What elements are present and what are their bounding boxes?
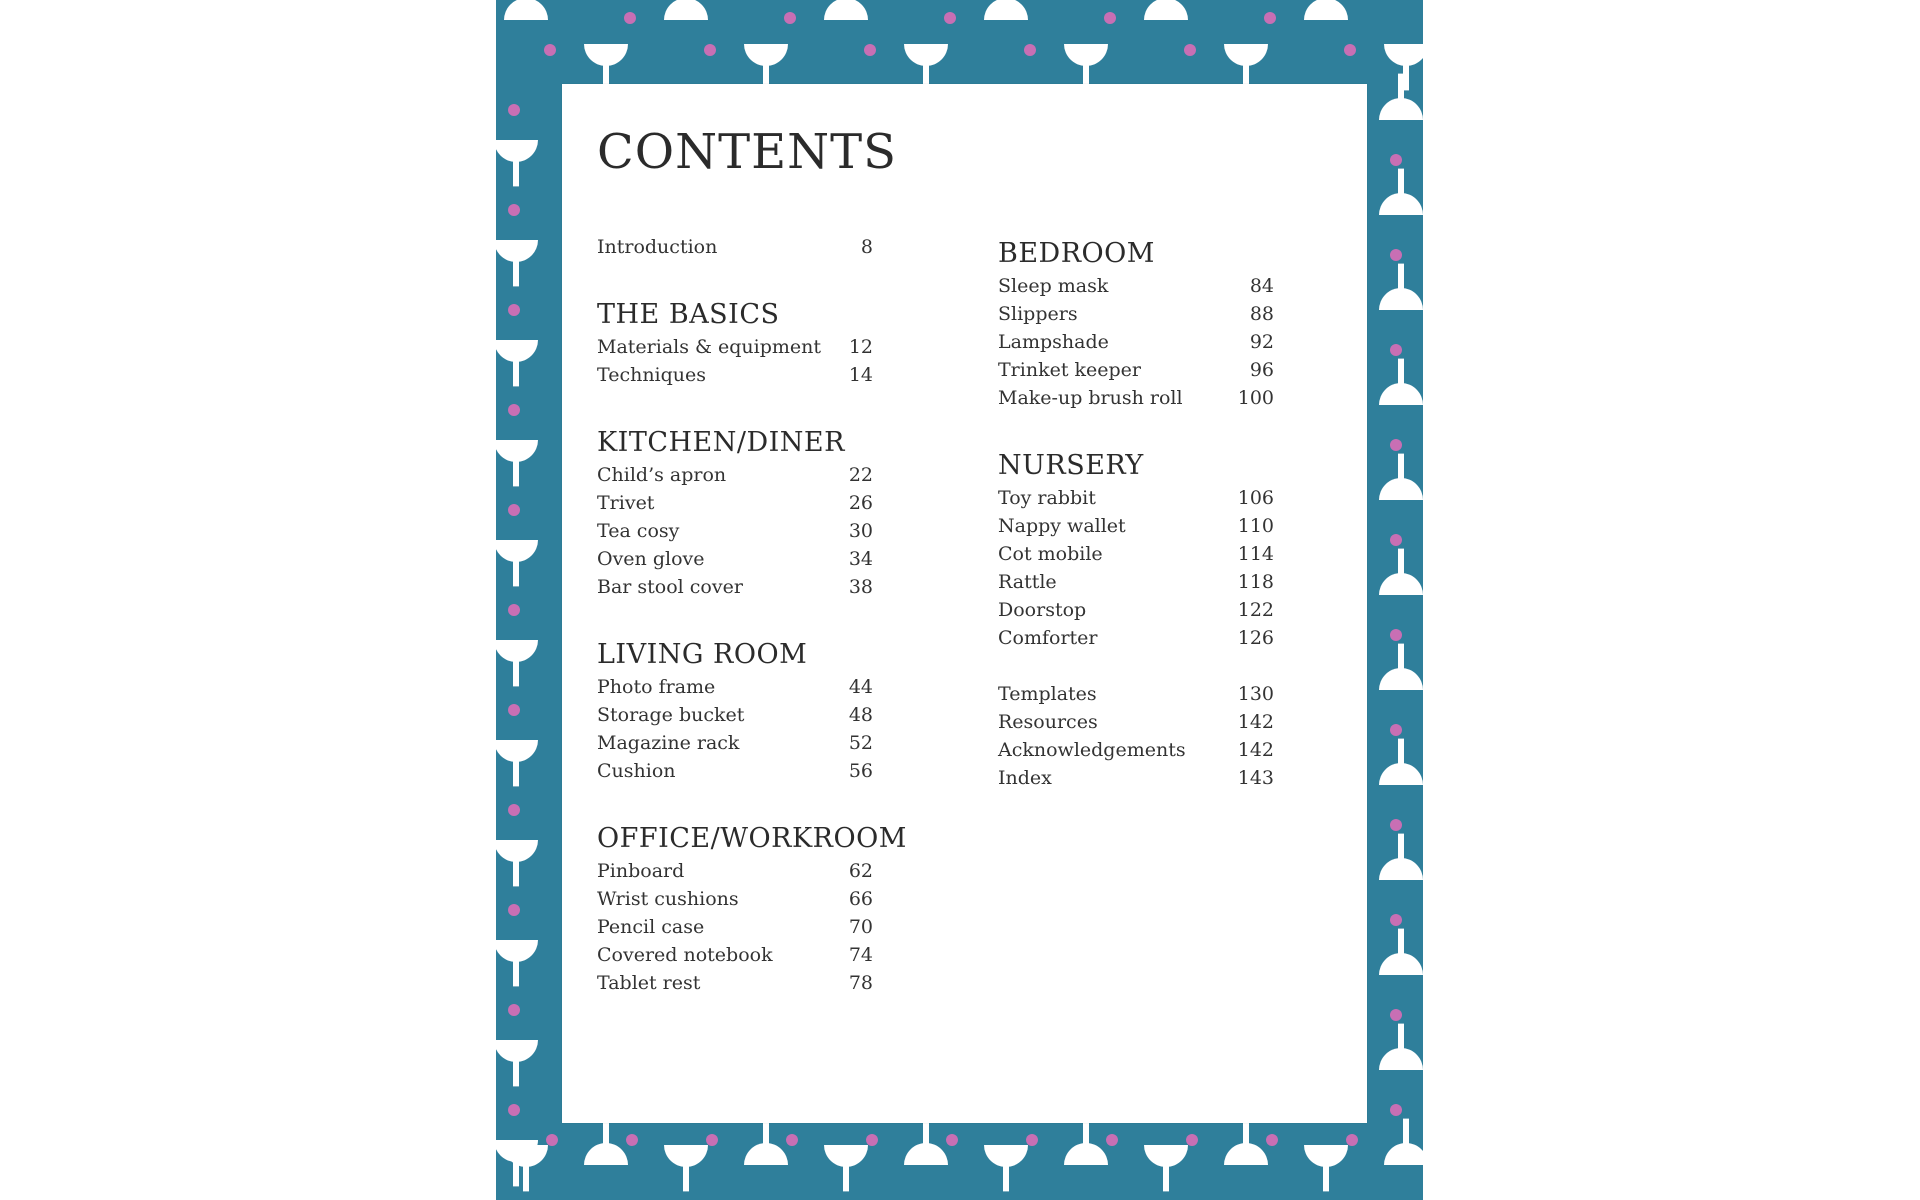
pink-dot bbox=[508, 1004, 520, 1016]
toc-entry[interactable] bbox=[998, 596, 1274, 624]
cup-motif bbox=[1379, 739, 1423, 785]
toc-entry-label: Trinket keeper bbox=[998, 359, 1141, 381]
toc-entry-page: 22 bbox=[848, 464, 873, 486]
toc-entry-introduction[interactable] bbox=[597, 233, 873, 261]
cup-motif bbox=[1384, 1119, 1423, 1165]
toc-entry-label: Make-up brush roll bbox=[998, 387, 1183, 409]
toc-entry-label: Resources bbox=[998, 711, 1098, 733]
section-living-room bbox=[597, 639, 873, 785]
cup-motif bbox=[496, 540, 538, 586]
section-heading: OFFICE/WORKROOM bbox=[597, 823, 907, 854]
toc-entry-label: Tablet rest bbox=[597, 972, 701, 994]
toc-entry-page: 96 bbox=[1249, 359, 1274, 381]
toc-entry[interactable] bbox=[998, 300, 1274, 328]
section-the-basics bbox=[597, 299, 873, 389]
cup-motif bbox=[1144, 0, 1188, 20]
contents-page bbox=[562, 84, 1367, 1123]
toc-entry-page: 126 bbox=[1237, 627, 1274, 649]
toc-entry-label: Bar stool cover bbox=[597, 576, 743, 598]
pink-dot bbox=[1390, 629, 1402, 641]
toc-entry-page: 92 bbox=[1249, 331, 1274, 353]
cup-motif bbox=[1379, 834, 1423, 880]
toc-entry-page: 88 bbox=[1249, 303, 1274, 325]
cup-motif bbox=[664, 0, 708, 20]
back-matter bbox=[998, 680, 1274, 792]
toc-entry-page: 106 bbox=[1237, 487, 1274, 509]
toc-entry-label: Rattle bbox=[998, 571, 1057, 593]
section-heading: BEDROOM bbox=[998, 238, 1155, 269]
section-office-workroom bbox=[597, 823, 907, 997]
cup-motif bbox=[984, 1145, 1028, 1191]
toc-entry[interactable] bbox=[998, 328, 1274, 356]
pink-dot bbox=[508, 604, 520, 616]
pink-dot bbox=[1390, 154, 1402, 166]
toc-entry[interactable] bbox=[597, 333, 873, 361]
cup-motif bbox=[496, 240, 538, 286]
pink-dot bbox=[1104, 12, 1116, 24]
cup-motif bbox=[1379, 264, 1423, 310]
toc-entry-page: 130 bbox=[1237, 683, 1274, 705]
cup-motif bbox=[496, 740, 538, 786]
pink-dot bbox=[508, 804, 520, 816]
toc-entry-label: Trivet bbox=[597, 492, 655, 514]
toc-entry-page: 38 bbox=[848, 576, 873, 598]
pink-dot bbox=[1390, 249, 1402, 261]
toc-entry[interactable] bbox=[597, 545, 873, 573]
toc-entry[interactable] bbox=[597, 913, 873, 941]
pink-dot bbox=[1390, 914, 1402, 926]
pink-dot bbox=[508, 304, 520, 316]
pink-dot bbox=[1390, 724, 1402, 736]
toc-entry[interactable] bbox=[998, 764, 1274, 792]
cup-motif bbox=[984, 0, 1028, 20]
cup-motif bbox=[744, 1119, 788, 1165]
toc-entry-label: Techniques bbox=[597, 364, 707, 386]
toc-entry-label: Cot mobile bbox=[998, 543, 1103, 565]
toc-entry-label: Storage bucket bbox=[597, 704, 745, 726]
cup-motif bbox=[1064, 1119, 1108, 1165]
toc-entry-page: 52 bbox=[848, 732, 873, 754]
pink-dot bbox=[866, 1134, 878, 1146]
toc-entry-page: 14 bbox=[848, 364, 873, 386]
toc-entry-page: 62 bbox=[848, 860, 873, 882]
toc-entry-label: Slippers bbox=[998, 303, 1078, 325]
pink-dot bbox=[1344, 44, 1356, 56]
toc-entry-label: Nappy wallet bbox=[998, 515, 1126, 537]
pink-dot bbox=[508, 904, 520, 916]
pink-dot bbox=[1390, 1104, 1402, 1116]
toc-entry[interactable] bbox=[998, 708, 1274, 736]
toc-entry-label: Sleep mask bbox=[998, 275, 1109, 297]
toc-entry-label: Magazine rack bbox=[597, 732, 740, 754]
toc-entry-label: Doorstop bbox=[998, 599, 1087, 621]
toc-entry-page: 48 bbox=[848, 704, 873, 726]
cup-motif bbox=[1379, 359, 1423, 405]
toc-entry-label: Acknowledgements bbox=[998, 739, 1186, 761]
cup-motif bbox=[1144, 1145, 1188, 1191]
toc-entry-page: 78 bbox=[848, 972, 873, 994]
toc-entry-page: 143 bbox=[1237, 767, 1274, 789]
pink-dot bbox=[946, 1134, 958, 1146]
pink-dot bbox=[546, 1134, 558, 1146]
cup-motif bbox=[496, 340, 538, 386]
cup-motif bbox=[1379, 169, 1423, 215]
toc-entry-page: 100 bbox=[1237, 387, 1274, 409]
pink-dot bbox=[704, 44, 716, 56]
cup-motif bbox=[904, 1119, 948, 1165]
pink-dot bbox=[1390, 1009, 1402, 1021]
pink-dot bbox=[1390, 819, 1402, 831]
toc-entry-page: 122 bbox=[1237, 599, 1274, 621]
toc-entry-page: 118 bbox=[1237, 571, 1274, 593]
toc-entry-page: 74 bbox=[848, 944, 873, 966]
toc-entry[interactable] bbox=[998, 624, 1274, 652]
toc-entry[interactable] bbox=[597, 489, 873, 517]
toc-entry-page: 12 bbox=[848, 336, 873, 358]
toc-entry-label: Index bbox=[998, 767, 1052, 789]
cup-motif bbox=[1379, 549, 1423, 595]
toc-entry-page: 44 bbox=[848, 676, 873, 698]
toc-entry-page: 34 bbox=[848, 548, 873, 570]
toc-entry-page: 30 bbox=[848, 520, 873, 542]
section-nursery bbox=[998, 450, 1274, 652]
pink-dot bbox=[508, 404, 520, 416]
toc-entry-label: Comforter bbox=[998, 627, 1098, 649]
section-heading: LIVING ROOM bbox=[597, 639, 808, 670]
toc-entry-label: Pencil case bbox=[597, 916, 705, 938]
cup-motif bbox=[1304, 1145, 1348, 1191]
pink-dot bbox=[1390, 534, 1402, 546]
toc-entry[interactable] bbox=[597, 517, 873, 545]
cup-motif bbox=[1379, 454, 1423, 500]
toc-entry-page: 56 bbox=[848, 760, 873, 782]
toc-entry[interactable] bbox=[597, 461, 873, 489]
toc-entry[interactable] bbox=[998, 568, 1274, 596]
toc-entry[interactable] bbox=[597, 673, 873, 701]
section-heading: THE BASICS bbox=[597, 299, 780, 330]
pink-dot bbox=[1390, 344, 1402, 356]
toc-entry[interactable] bbox=[998, 272, 1274, 300]
toc-entry-page: 70 bbox=[848, 916, 873, 938]
pink-dot bbox=[624, 12, 636, 24]
toc-entry-label: Photo frame bbox=[597, 676, 716, 698]
pink-dot bbox=[508, 504, 520, 516]
toc-entry-page: 26 bbox=[848, 492, 873, 514]
toc-entry-label: Toy rabbit bbox=[998, 487, 1096, 509]
toc-entry-label: Child’s apron bbox=[597, 464, 727, 486]
pink-dot bbox=[1106, 1134, 1118, 1146]
toc-entry-page: 66 bbox=[848, 888, 873, 910]
toc-entry[interactable] bbox=[998, 484, 1274, 512]
toc-entry-page: 142 bbox=[1237, 711, 1274, 733]
toc-entry-page: 142 bbox=[1237, 739, 1274, 761]
toc-entry[interactable] bbox=[998, 540, 1274, 568]
section-bedroom bbox=[998, 238, 1274, 412]
pink-dot bbox=[544, 44, 556, 56]
pink-dot bbox=[508, 1104, 520, 1116]
pink-dot bbox=[1390, 439, 1402, 451]
cup-motif bbox=[504, 0, 548, 20]
cup-motif bbox=[496, 840, 538, 886]
page-title: CONTENTS bbox=[597, 124, 898, 180]
contents-column-left bbox=[597, 233, 907, 997]
toc-entry-label: Tea cosy bbox=[597, 520, 680, 542]
section-heading: NURSERY bbox=[998, 450, 1144, 481]
toc-entry[interactable] bbox=[597, 361, 873, 389]
pink-dot bbox=[1266, 1134, 1278, 1146]
pink-dot bbox=[944, 12, 956, 24]
cup-motif bbox=[664, 1145, 708, 1191]
toc-entry[interactable] bbox=[597, 729, 873, 757]
toc-entry-page: 114 bbox=[1237, 543, 1274, 565]
cup-motif bbox=[824, 1145, 868, 1191]
toc-entry[interactable] bbox=[597, 857, 873, 885]
pink-dot bbox=[706, 1134, 718, 1146]
section-heading: KITCHEN/DINER bbox=[597, 427, 845, 458]
cup-motif bbox=[496, 440, 538, 486]
cup-motif bbox=[1304, 0, 1348, 20]
pink-dot bbox=[786, 1134, 798, 1146]
pink-dot bbox=[1184, 44, 1196, 56]
toc-entry[interactable] bbox=[998, 512, 1274, 540]
cup-motif bbox=[584, 1119, 628, 1165]
toc-entry-label: Templates bbox=[998, 683, 1097, 705]
pink-dot bbox=[1186, 1134, 1198, 1146]
toc-entry[interactable] bbox=[597, 757, 873, 785]
pink-dot bbox=[1264, 12, 1276, 24]
section-kitchen-diner bbox=[597, 427, 873, 601]
pink-dot bbox=[1024, 44, 1036, 56]
toc-entry[interactable] bbox=[998, 384, 1274, 412]
cup-motif bbox=[496, 940, 538, 986]
toc-entry-page: 84 bbox=[1249, 275, 1274, 297]
pink-dot bbox=[784, 12, 796, 24]
pink-dot bbox=[508, 204, 520, 216]
toc-entry-label: Cushion bbox=[597, 760, 676, 782]
cup-motif bbox=[1224, 1119, 1268, 1165]
toc-entry[interactable] bbox=[998, 356, 1274, 384]
toc-entry-page: 110 bbox=[1237, 515, 1274, 537]
toc-entry-label: Oven glove bbox=[597, 548, 705, 570]
pink-dot bbox=[1346, 1134, 1358, 1146]
cup-motif bbox=[1379, 1024, 1423, 1070]
toc-entry-label: Introduction bbox=[597, 236, 718, 258]
toc-entry-label: Materials & equipment bbox=[597, 336, 821, 358]
pink-dot bbox=[508, 704, 520, 716]
pink-dot bbox=[508, 104, 520, 116]
toc-entry-label: Wrist cushions bbox=[597, 888, 739, 910]
cup-motif bbox=[824, 0, 868, 20]
cup-motif bbox=[1379, 74, 1423, 120]
toc-entry-label: Covered notebook bbox=[597, 944, 773, 966]
cup-motif bbox=[1379, 644, 1423, 690]
pink-dot bbox=[864, 44, 876, 56]
cup-motif bbox=[496, 640, 538, 686]
cup-motif bbox=[496, 1040, 538, 1086]
toc-entry-label: Lampshade bbox=[998, 331, 1109, 353]
toc-entry[interactable] bbox=[998, 736, 1274, 764]
toc-entry[interactable] bbox=[597, 885, 873, 913]
cup-motif bbox=[496, 140, 538, 186]
toc-entry[interactable] bbox=[597, 969, 873, 997]
pink-dot bbox=[626, 1134, 638, 1146]
toc-entry-page: 8 bbox=[860, 236, 873, 258]
spacer bbox=[998, 652, 1274, 680]
toc-entry-label: Pinboard bbox=[597, 860, 685, 882]
toc-entry[interactable] bbox=[597, 573, 873, 601]
cup-motif bbox=[1379, 929, 1423, 975]
contents-column-right bbox=[998, 238, 1274, 792]
toc-entry[interactable] bbox=[998, 680, 1274, 708]
toc-entry[interactable] bbox=[597, 701, 873, 729]
toc-entry[interactable] bbox=[597, 941, 873, 969]
pink-dot bbox=[1026, 1134, 1038, 1146]
